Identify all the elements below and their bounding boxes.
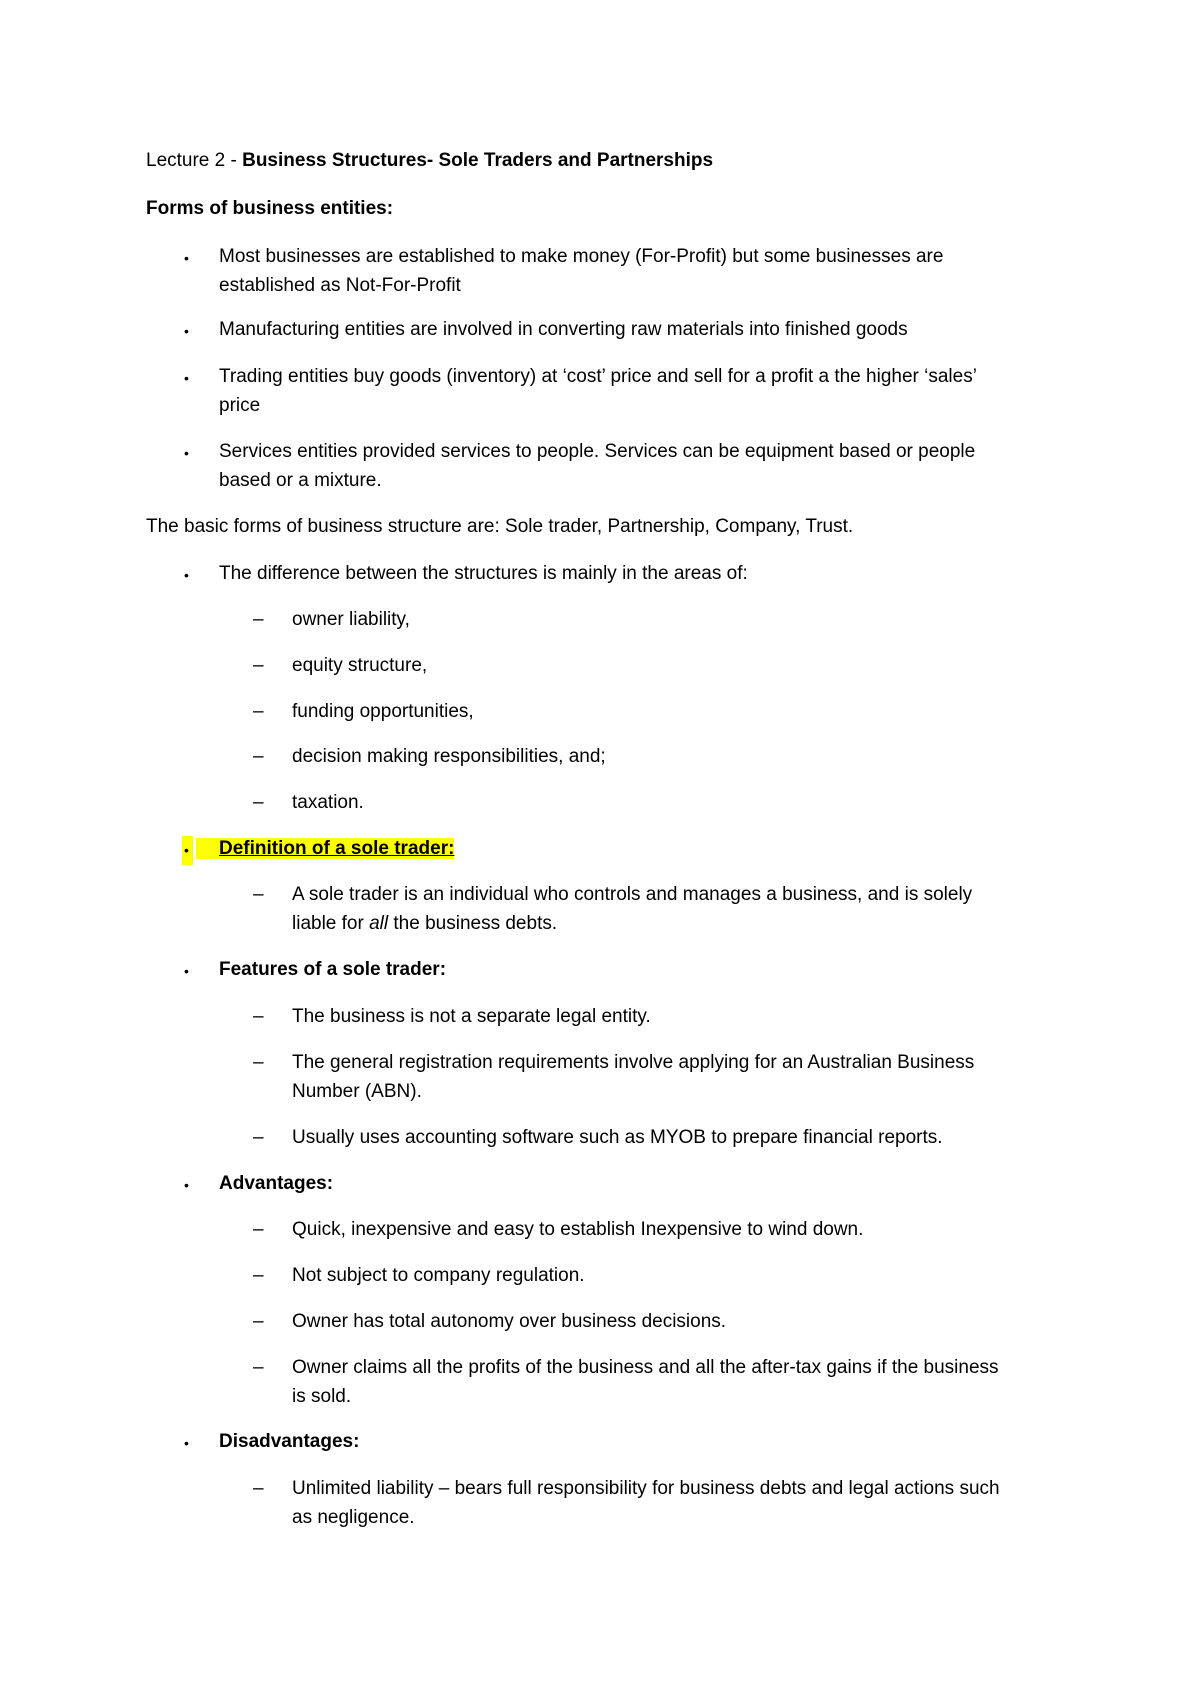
forms-bullet-1-line-2: established as Not-For-Profit: [219, 275, 461, 296]
advantages-item-3: Owner has total autonomy over business decisions.: [292, 1311, 727, 1332]
advantages-heading: Advantages:: [219, 1173, 334, 1194]
forms-bullet-3-line-1: Trading entities buy goods (inventory) at ‘cost’ price and sell for a profit a the higher ‘sales’: [219, 366, 977, 387]
definition-heading: [196, 834, 454, 863]
disadvantages-item-1-line-2: as negligence.: [292, 1507, 415, 1528]
definition-text-post: the business debts.: [388, 913, 558, 934]
basic-forms-paragraph: The basic forms of business structure are: Sole trader, Partnership, Company, Trust.: [146, 516, 854, 537]
features-item-3: Usually uses accounting software such as MYOB to prepare financial reports.: [292, 1127, 943, 1148]
advantages-item-2: Not subject to company regulation.: [292, 1265, 585, 1286]
dash-icon: –: [253, 1219, 264, 1240]
title-prefix: Lecture 2 -: [146, 150, 243, 171]
dash-icon: –: [253, 884, 264, 905]
dash-icon: –: [253, 746, 264, 767]
bullet-icon: •: [184, 445, 189, 461]
dash-icon: –: [253, 1006, 264, 1027]
bullet-icon: •: [184, 250, 189, 266]
definition-text-italic: all: [369, 913, 389, 934]
bullet-icon: •: [184, 1435, 189, 1451]
difference-text: The difference between the structures is mainly in the areas of:: [219, 563, 748, 584]
forms-heading: Forms of business entities:: [146, 198, 394, 219]
dash-icon: –: [253, 1478, 264, 1499]
definition-text-pre: liable for: [292, 913, 370, 934]
dash-icon: –: [253, 655, 264, 676]
disadvantages-heading: Disadvantages:: [219, 1431, 360, 1452]
bullet-icon: •: [184, 1177, 189, 1193]
dash-icon: –: [253, 1127, 264, 1148]
forms-bullet-1-line-1: Most businesses are established to make money (For-Profit) but some businesses are: [219, 246, 944, 267]
difference-item: owner liability,: [292, 609, 410, 630]
difference-item: equity structure,: [292, 655, 428, 676]
dash-icon: –: [253, 609, 264, 630]
dash-icon: –: [253, 701, 264, 722]
document-title: [146, 146, 713, 175]
features-item-1: The business is not a separate legal entity.: [292, 1006, 651, 1027]
bullet-icon: •: [182, 836, 193, 865]
dash-icon: –: [253, 1052, 264, 1073]
advantages-item-4-line-2: is sold.: [292, 1386, 352, 1407]
advantages-item-4-line-1: Owner claims all the profits of the business and all the after-tax gains if the business: [292, 1357, 999, 1378]
dash-icon: –: [253, 792, 264, 813]
bullet-icon: •: [184, 323, 189, 339]
dash-icon: –: [253, 1265, 264, 1286]
difference-item: decision making responsibilities, and;: [292, 746, 606, 767]
definition-line-1: A sole trader is an individual who controls and manages a business, and is solely: [292, 884, 973, 905]
difference-item: taxation.: [292, 792, 364, 813]
forms-bullet-3-line-2: price: [219, 395, 261, 416]
difference-item: funding opportunities,: [292, 701, 474, 722]
features-item-2-line-1: The general registration requirements involve applying for an Australian Business: [292, 1052, 975, 1073]
bullet-icon: •: [184, 567, 189, 583]
highlighted-heading: Definition of a sole trader:: [196, 838, 454, 859]
bullet-icon: •: [184, 370, 189, 386]
bullet-icon: •: [184, 963, 189, 979]
definition-line-2: [292, 909, 557, 938]
features-heading: Features of a sole trader:: [219, 959, 447, 980]
advantages-item-1: Quick, inexpensive and easy to establish Inexpensive to wind down.: [292, 1219, 864, 1240]
forms-bullet-4-line-1: Services entities provided services to people. Services can be equipment based or people: [219, 441, 976, 462]
dash-icon: –: [253, 1357, 264, 1378]
features-item-2-line-2: Number (ABN).: [292, 1081, 422, 1102]
forms-bullet-2-line-1: Manufacturing entities are involved in converting raw materials into finished goods: [219, 319, 908, 340]
disadvantages-item-1-line-1: Unlimited liability – bears full responsibility for business debts and legal actions such: [292, 1478, 1000, 1499]
dash-icon: –: [253, 1311, 264, 1332]
forms-bullet-4-line-2: based or a mixture.: [219, 470, 382, 491]
title-bold: Business Structures- Sole Traders and Partnerships: [242, 150, 714, 171]
